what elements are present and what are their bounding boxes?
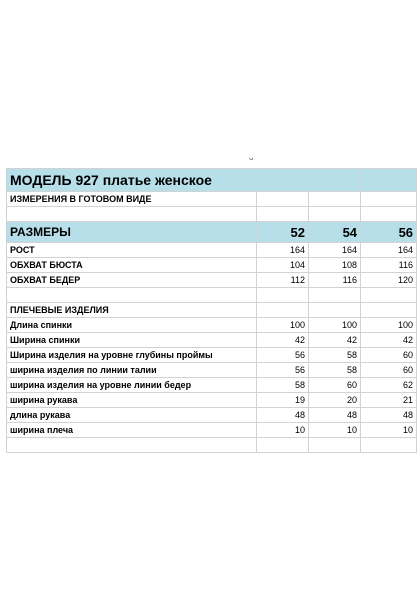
blank-row [7,288,417,303]
row-label: РОСТ [7,243,257,258]
row-value: 116 [309,273,361,288]
row-label: ширина плеча [7,423,257,438]
row-value: 56 [257,363,309,378]
row-label: ширина рукава [7,393,257,408]
stray-mark: ᴗ [249,153,254,162]
row-label: ширина изделия на уровне линии бедер [7,378,257,393]
table-row [7,318,417,333]
row-label: Длина спинки [7,318,257,333]
row-value: 100 [361,318,417,333]
row-value: 104 [257,258,309,273]
table-row [7,273,417,288]
subtitle-row [7,192,417,207]
row-value: 60 [309,378,361,393]
table-row [7,378,417,393]
table-row [7,408,417,423]
sizes-label: РАЗМЕРЫ [7,222,257,243]
row-label: ОБХВАТ БЕДЕР [7,273,257,288]
title-row [7,169,417,192]
blank-row [7,438,417,453]
row-value: 48 [257,408,309,423]
row-label: ОБХВАТ БЮСТА [7,258,257,273]
row-value: 100 [257,318,309,333]
table-row [7,348,417,363]
row-value: 60 [361,363,417,378]
row-value: 42 [257,333,309,348]
table-row [7,393,417,408]
table-row [7,258,417,273]
row-value: 58 [257,378,309,393]
table-row [7,333,417,348]
row-value: 10 [257,423,309,438]
row-value: 20 [309,393,361,408]
row-label: ширина изделия по линии талии [7,363,257,378]
size-54: 54 [309,222,361,243]
section-row [7,303,417,318]
row-value: 62 [361,378,417,393]
size-52: 52 [257,222,309,243]
row-value: 58 [309,348,361,363]
row-value: 21 [361,393,417,408]
size-chart-sheet [6,153,414,440]
row-value: 48 [309,408,361,423]
table-row [7,423,417,438]
row-value: 42 [309,333,361,348]
row-label: Ширина спинки [7,333,257,348]
row-value: 108 [309,258,361,273]
row-value: 120 [361,273,417,288]
row-value: 58 [309,363,361,378]
row-value: 100 [309,318,361,333]
model-title: МОДЕЛЬ 927 платье женское [7,169,361,192]
section-label: ПЛЕЧЕВЫЕ ИЗДЕЛИЯ [7,303,257,318]
row-label: Ширина изделия на уровне глубины проймы [7,348,257,363]
row-value: 10 [361,423,417,438]
row-value: 116 [361,258,417,273]
row-value: 48 [361,408,417,423]
row-value: 19 [257,393,309,408]
row-value: 10 [309,423,361,438]
row-value: 164 [361,243,417,258]
subtitle: ИЗМЕРЕНИЯ В ГОТОВОМ ВИДЕ [7,192,257,207]
title-row-blank [361,169,417,192]
table-row [7,243,417,258]
row-label: длина рукава [7,408,257,423]
sizes-row [7,222,417,243]
row-value: 112 [257,273,309,288]
size-chart-table [6,168,417,453]
row-value: 164 [309,243,361,258]
row-value: 164 [257,243,309,258]
size-56: 56 [361,222,417,243]
row-value: 60 [361,348,417,363]
row-value: 56 [257,348,309,363]
table-row [7,363,417,378]
blank-row [7,207,417,222]
row-value: 42 [361,333,417,348]
